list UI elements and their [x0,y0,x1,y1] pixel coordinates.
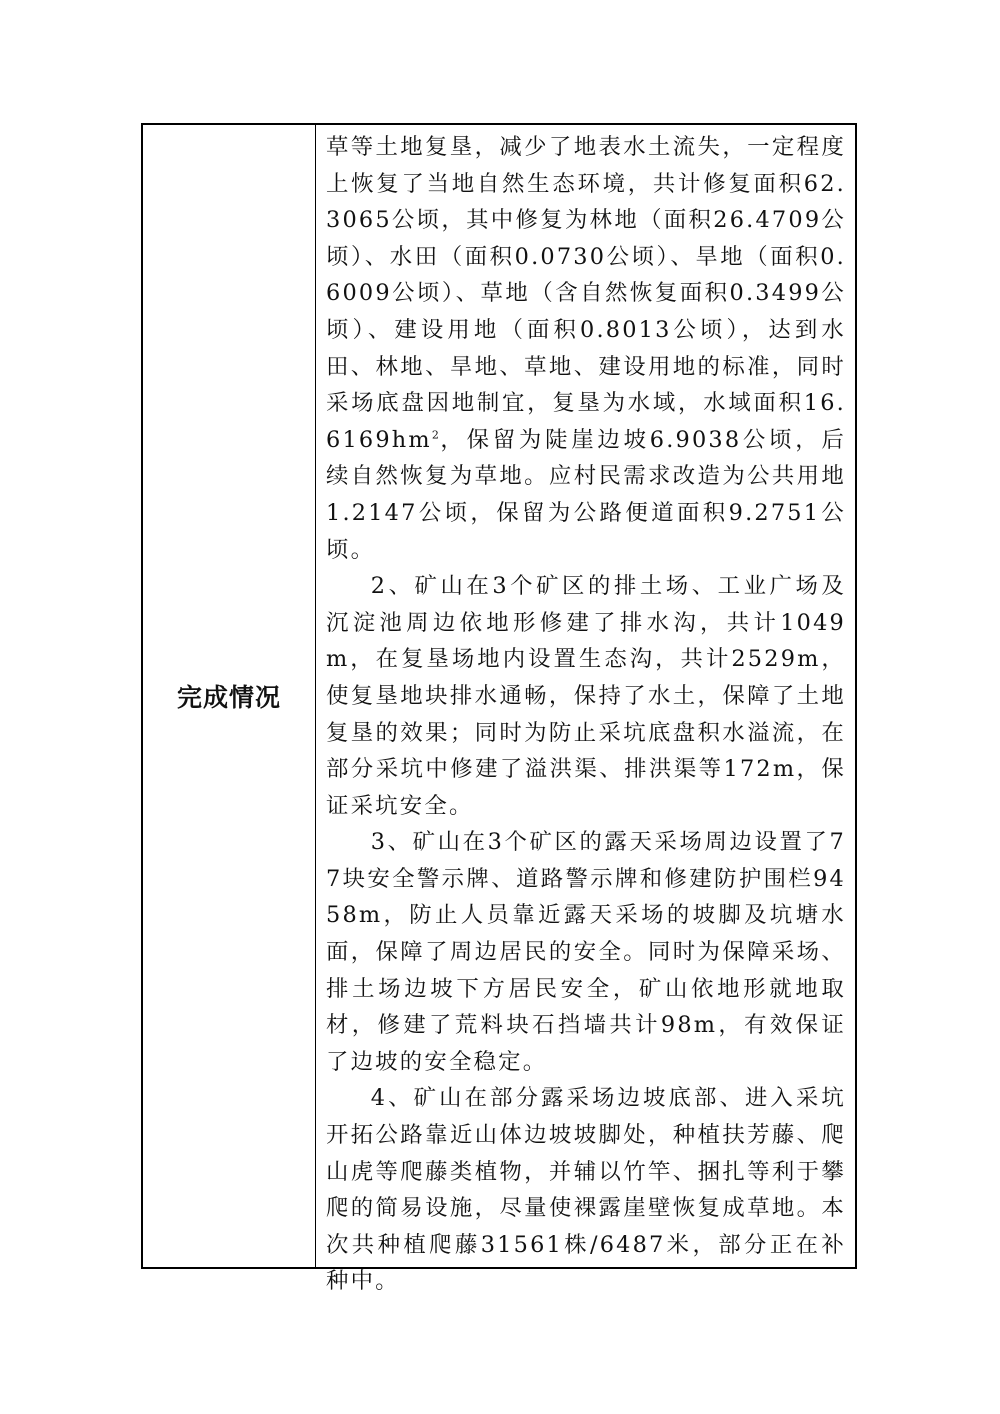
paragraph-continuation [326,129,846,568]
paragraph-planting: 4、矿山在部分露采场边坡底部、进入采坑开拓公路靠近山体边坡坡脚处，种植扶芳藤、爬山虎等爬藤类植物，并辅以竹竿、捆扎等利于攀爬的简易设施，尽量使裸露崖壁恢复成草地。本次共种植爬藤31561株/6487米，部分正在补种中。 [326,1085,846,1295]
row-label: 完成情况 [176,683,281,712]
content-cell [316,125,855,1295]
completion-table [141,123,857,1295]
row-label-cell [143,125,316,1267]
superscript-2: 2 [431,428,439,442]
paragraph-drainage: 2、矿山在3个矿区的排土场、工业广场及沉淀池周边依地形修建了排水沟，共计1049m，在复垦场地内设置生态沟，共计2529m，使复垦地块排水通畅，保持了水土，保障了土地复垦的效果；同时为防止采坑底盘积水溢流，在部分采坑中修建了溢洪渠、排洪渠等172m，保证采坑安全。 [326,573,846,819]
paragraph-1-text: 草等土地复垦，减少了地表水土流失，一定程度上恢复了当地自然生态环境，共计修复面积62.3065公顷，其中修复为林地（面积26.4709公顷）、水田（面积0.0730公顷）、旱地（面积0.6009公顷）、草地（含自然恢复面积0.3499公顷）、建设用地（面积0.8013公顷），达到水田、林地、旱地、草地、建设用地的标准，同时采场底盘因地制宜，复垦为水域，水域面积16.6169hm [326,134,846,453]
paragraph-1-text-after: ，保留为陡崖边坡6.9038公顷，后续自然恢复为草地。应村民需求改造为公共用地1.2147公顷，保留为公路便道面积9.2751公顷。 [326,426,846,563]
paragraph-safety: 3、矿山在3个矿区的露天采场周边设置了77块安全警示牌、道路警示牌和修建防护围栏9458m，防止人员靠近露天采场的坡脚及坑塘水面，保障了周边居民的安全。同时为保障采场、排土场边坡下方居民安全，矿山依地形就地取材，修建了荒料块石挡墙共计98m，有效保证了边坡的安全稳定。 [326,829,846,1075]
